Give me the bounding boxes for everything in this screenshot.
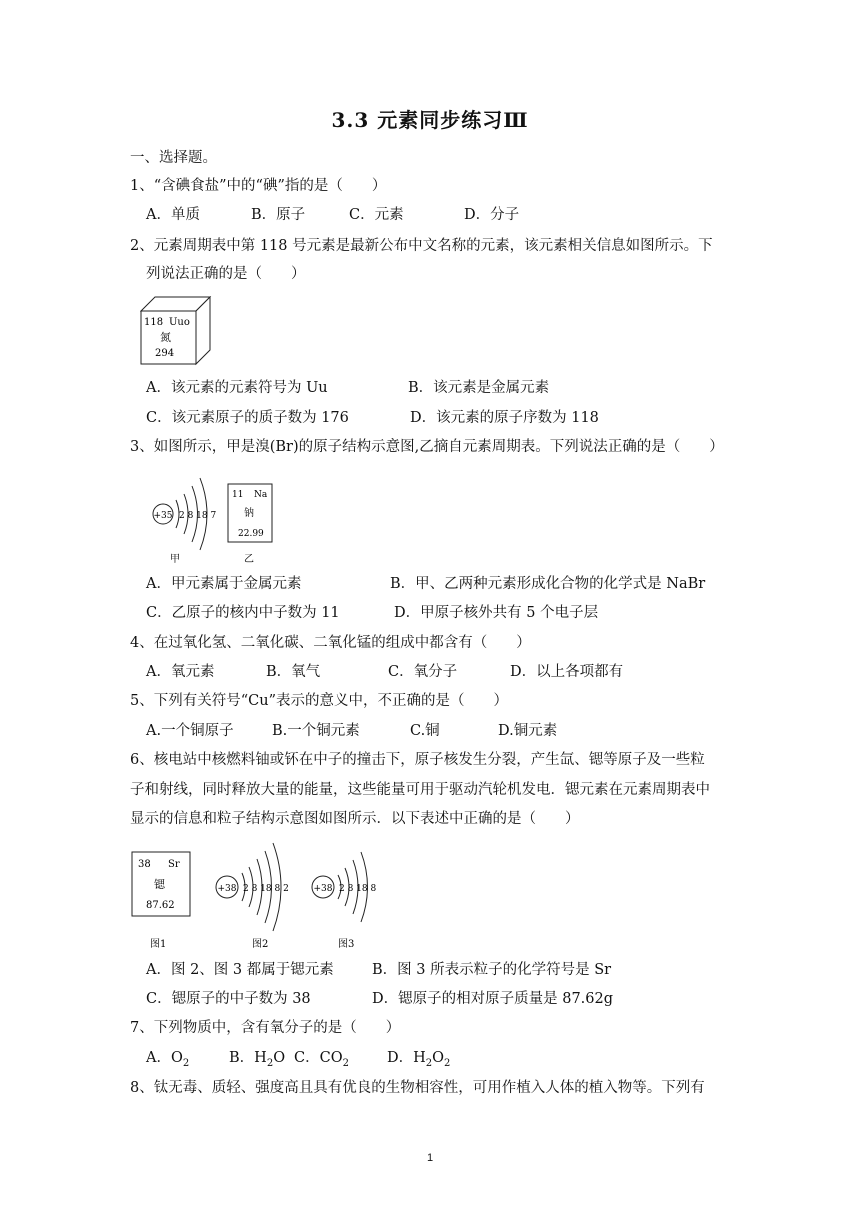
q2-option-b: B．该元素是金属元素 bbox=[408, 380, 550, 396]
q3-fig-mass: 22.99 bbox=[238, 529, 264, 539]
q3-shell-electrons: 2 8 18 7 bbox=[179, 511, 217, 521]
question-2-stem-line2: 列说法正确的是（ ） bbox=[146, 266, 306, 282]
q7-option-b-sub: 2 bbox=[266, 1057, 274, 1069]
q7-option-b-tail: O bbox=[273, 1050, 286, 1066]
q2-fig-name: 氮 bbox=[160, 331, 171, 344]
q4-option-d: D．以上各项都有 bbox=[510, 664, 624, 680]
q3-fig-symbol: Na bbox=[254, 490, 268, 500]
q5-option-a: A.一个铜原子 bbox=[146, 723, 234, 739]
q6-fig2-label: 图2 bbox=[252, 939, 269, 950]
q6-fig2-nucleus-charge: +38 bbox=[217, 884, 237, 894]
q2-option-c: C．该元素原子的质子数为 176 bbox=[146, 410, 349, 426]
q6-fig3-shell-electrons: 2 8 18 8 bbox=[339, 884, 377, 894]
q2-option-a: A．该元素的元素符号为 Uu bbox=[146, 380, 328, 396]
q3-option-c: C．乙原子的核内中子数为 11 bbox=[146, 605, 340, 621]
q3-option-b: B．甲、乙两种元素形成化合物的化学式是 NaBr bbox=[390, 576, 706, 592]
q6-option-a: A．图 2、图 3 都属于锶元素 bbox=[146, 962, 334, 978]
q7-option-b-text: B．H bbox=[229, 1050, 267, 1066]
q3-label-jia: 甲 bbox=[170, 554, 180, 565]
question-7-stem: 7、下列物质中，含有氧分子的是（ ） bbox=[130, 1020, 401, 1036]
q6-fig3-nucleus-charge: +38 bbox=[313, 884, 333, 894]
q7-option-c bbox=[294, 1048, 349, 1074]
q7-option-b bbox=[229, 1048, 285, 1074]
q3-option-d: D．甲原子核外共有 5 个电子层 bbox=[394, 605, 599, 621]
question-1-stem: 1、“含碘食盐”中的“碘”指的是（ ） bbox=[130, 178, 387, 194]
q6-fig-name: 锶 bbox=[154, 878, 165, 891]
q7-option-d-sub1: 2 bbox=[425, 1057, 433, 1069]
question-5-stem: 5、下列有关符号“Cu”表示的意义中，不正确的是（ ） bbox=[130, 693, 508, 709]
q7-option-d-mid: O bbox=[432, 1050, 445, 1066]
q6-fig2-shell-electrons: 2 8 18 8 2 bbox=[243, 884, 289, 894]
q7-option-a-text: A．O bbox=[146, 1050, 183, 1066]
page-title: 3.3 元素同步练习Ⅲ bbox=[331, 108, 529, 132]
q2-fig-number: 118 bbox=[144, 317, 164, 328]
q5-option-b: B.一个铜元素 bbox=[272, 723, 360, 739]
q2-fig-mass: 294 bbox=[155, 348, 175, 359]
q6-option-b: B．图 3 所表示粒子的化学符号是 Sr bbox=[372, 962, 612, 978]
page-number: 1 bbox=[426, 1152, 434, 1164]
q6-figure bbox=[130, 840, 390, 952]
question-6-stem-line3: 显示的信息和粒子结构示意图如图所示．以下表述中正确的是（ ） bbox=[130, 811, 580, 827]
q7-option-a bbox=[146, 1048, 189, 1074]
question-8-stem: 8、钛无毒、质轻、强度高且具有优良的生物相容性，可用作植入人体的植入物等。下列有 bbox=[130, 1080, 705, 1096]
q3-fig-number: 11 bbox=[232, 490, 244, 500]
q7-option-c-text: C．CO bbox=[294, 1050, 343, 1066]
q3-option-a: A．甲元素属于金属元素 bbox=[146, 576, 302, 592]
q5-option-d: D.铜元素 bbox=[498, 723, 558, 739]
q7-option-d-sub2: 2 bbox=[444, 1057, 451, 1069]
q7-option-d bbox=[387, 1048, 450, 1074]
q2-fig-symbol: Uuo bbox=[169, 317, 190, 328]
q1-option-c: C．元素 bbox=[349, 207, 404, 223]
q3-label-yi: 乙 bbox=[244, 554, 254, 565]
q1-option-d: D．分子 bbox=[464, 207, 520, 223]
q1-option-a: A．单质 bbox=[146, 207, 200, 223]
q2-option-d: D．该元素的原子序数为 118 bbox=[410, 410, 599, 426]
q6-fig-symbol: Sr bbox=[168, 859, 180, 870]
q6-option-c: C．锶原子的中子数为 38 bbox=[146, 991, 311, 1007]
section-heading: 一、选择题。 bbox=[130, 150, 217, 166]
q6-fig3-label: 图3 bbox=[338, 939, 355, 950]
q6-option-d: D．锶原子的相对原子质量是 87.62g bbox=[372, 991, 614, 1007]
question-3-stem: 3、如图所示，甲是溴(Br)的原子结构示意图,乙摘自元素周期表。下列说法正确的是（ ） bbox=[130, 439, 724, 455]
q6-fig-mass: 87.62 bbox=[146, 900, 175, 911]
question-4-stem: 4、在过氧化氢、二氧化碳、二氧化锰的组成中都含有（ ） bbox=[130, 635, 531, 651]
q7-option-a-sub: 2 bbox=[182, 1057, 190, 1069]
q3-nucleus-charge: +35 bbox=[153, 511, 173, 521]
question-6-stem-line1: 6、核电站中核燃料铀或钚在中子的撞击下，原子核发生分裂，产生氙、锶等原子及一些粒 bbox=[130, 752, 705, 768]
q6-fig1-label: 图1 bbox=[150, 939, 167, 950]
q3-figure bbox=[146, 466, 286, 566]
q7-option-c-sub: 2 bbox=[342, 1057, 349, 1069]
q7-option-d-text: D．H bbox=[387, 1050, 426, 1066]
q6-fig-number: 38 bbox=[138, 859, 151, 870]
q4-option-a: A．氧元素 bbox=[146, 664, 215, 680]
q4-option-b: B．氧气 bbox=[266, 664, 321, 680]
question-2-stem-line1: 2、元素周期表中第 118 号元素是最新公布中文名称的元素，该元素相关信息如图所示。下 bbox=[130, 238, 713, 254]
q3-fig-name: 钠 bbox=[244, 508, 254, 519]
q2-element-cube-figure bbox=[140, 296, 214, 366]
q5-option-c: C.铜 bbox=[410, 723, 440, 739]
q1-option-b: B．原子 bbox=[251, 207, 306, 223]
question-6-stem-line2: 子和射线，同时释放大量的能量，这些能量可用于驱动汽轮机发电．锶元素在元素周期表中 bbox=[130, 782, 710, 798]
q4-option-c: C．氧分子 bbox=[388, 664, 458, 680]
